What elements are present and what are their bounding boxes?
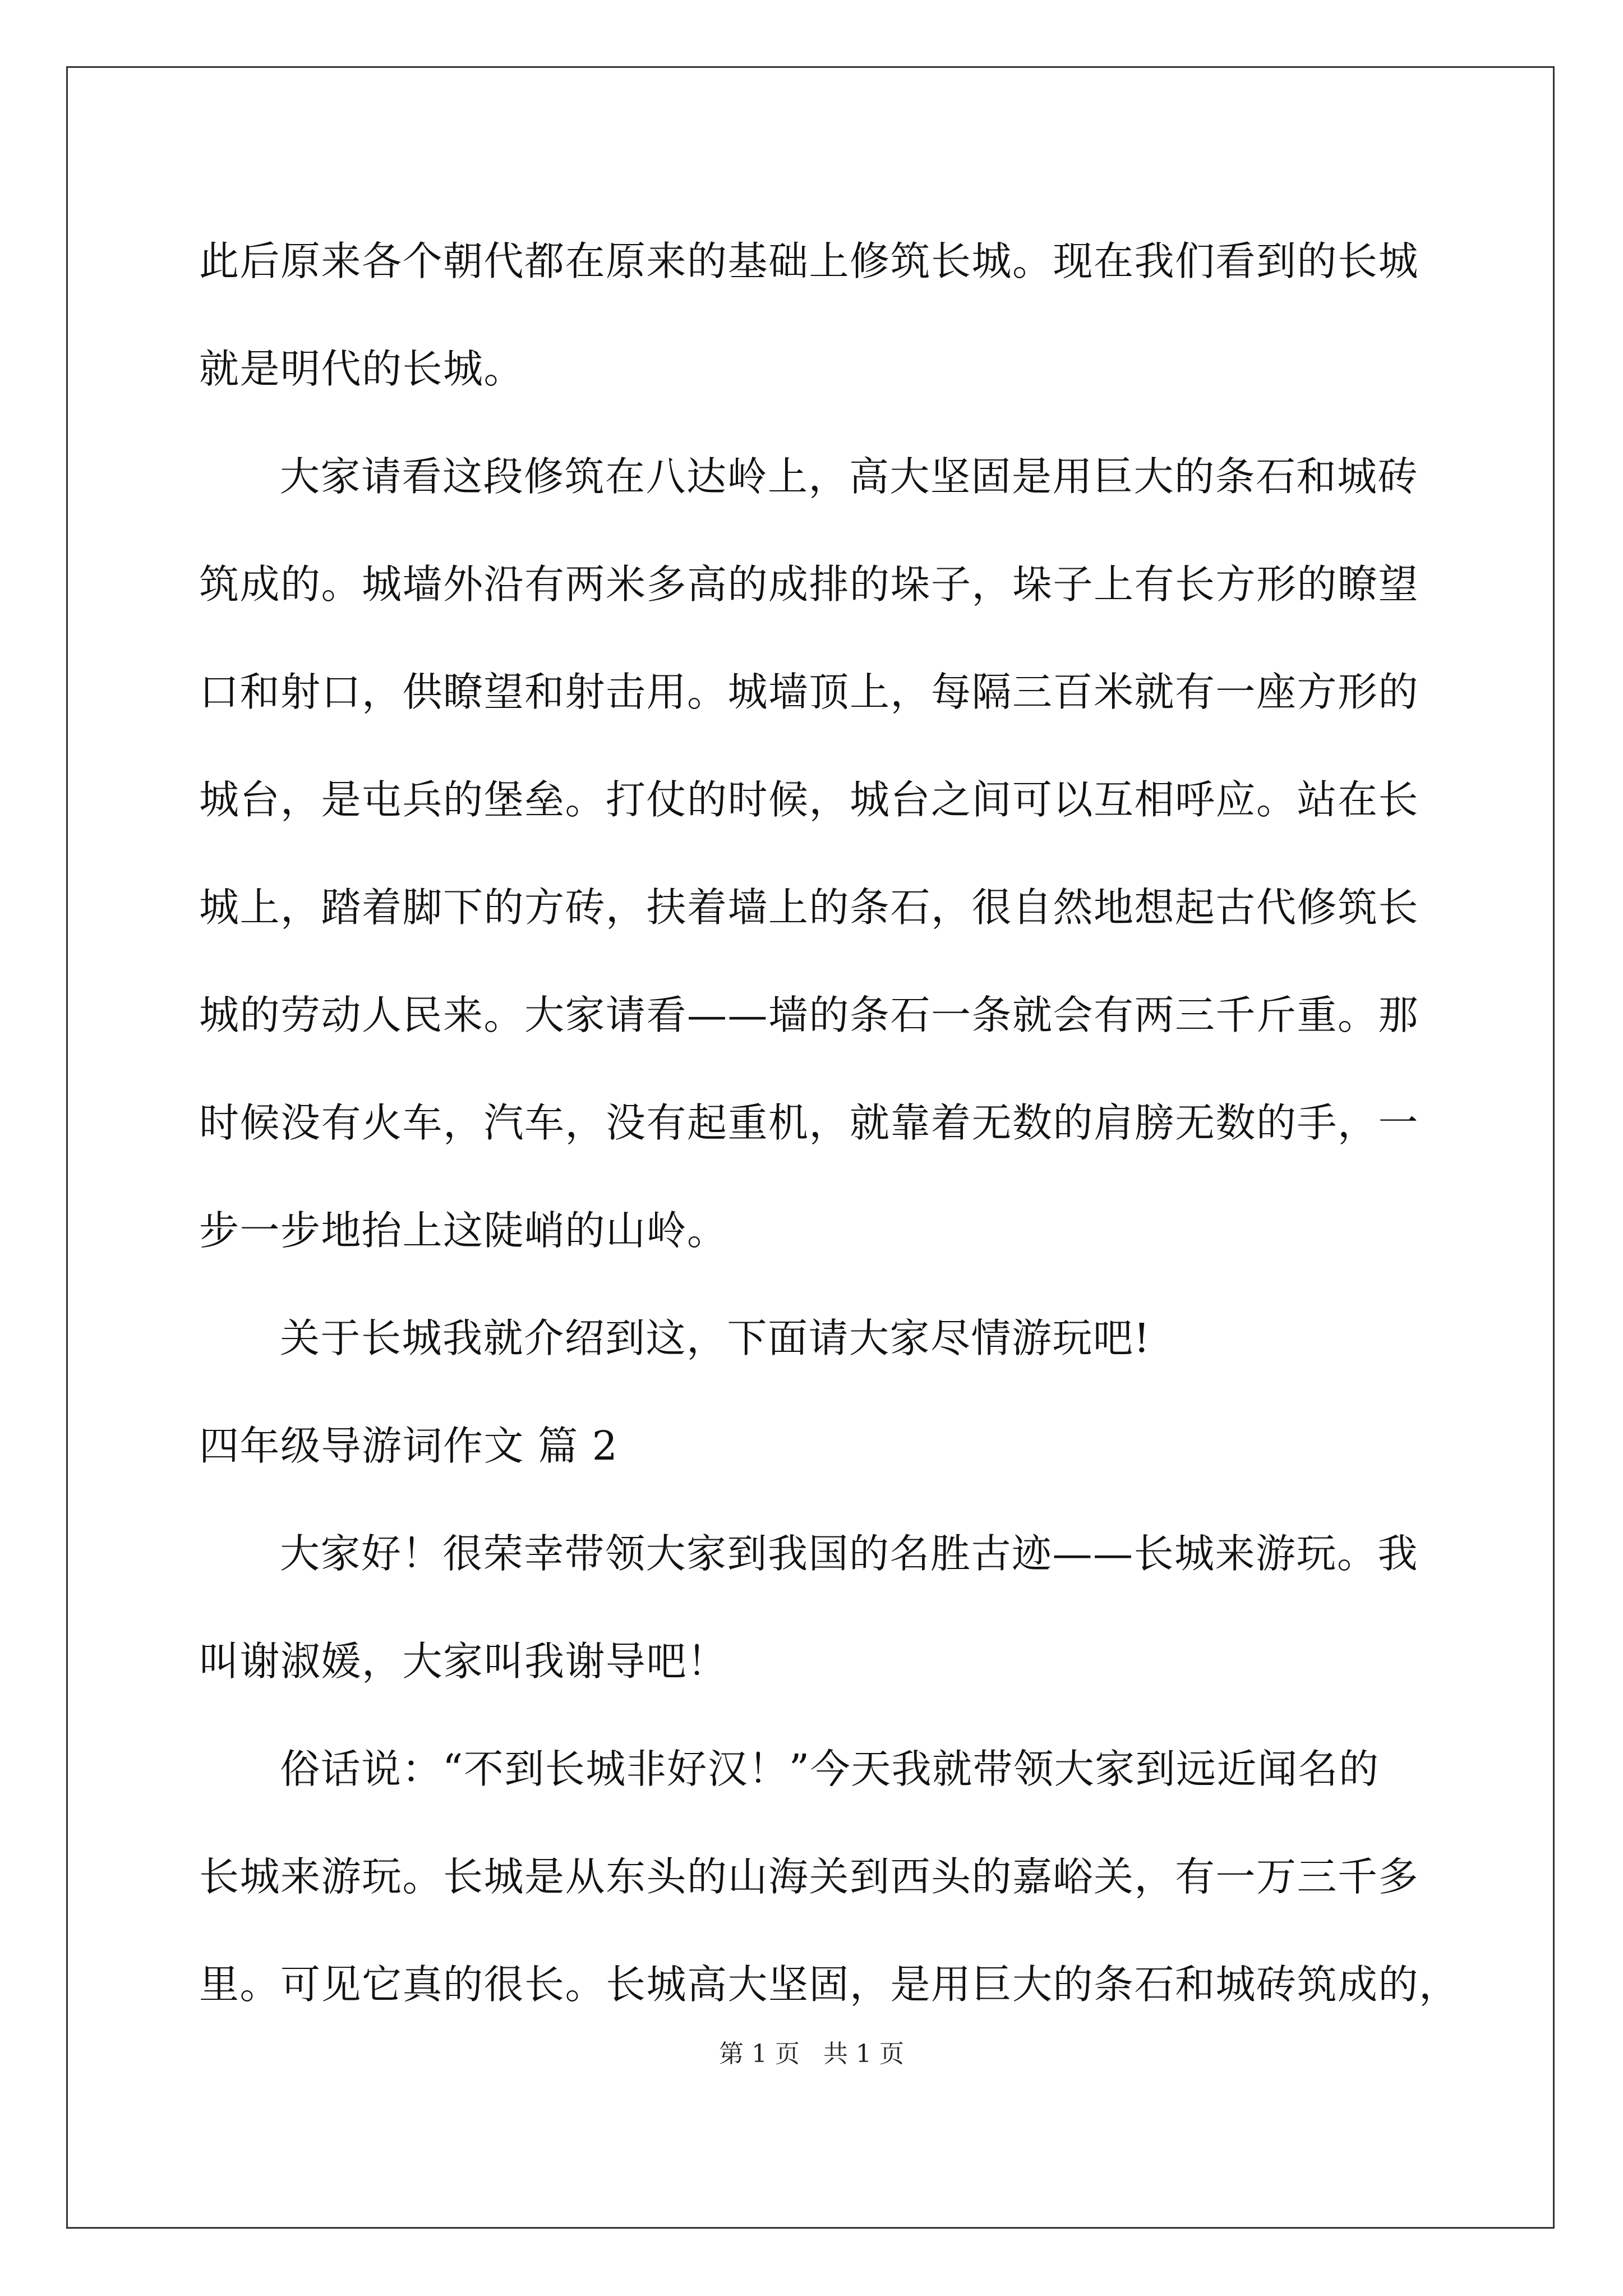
text-line: 筑成的。城墙外沿有两米多高的成排的垛子，垛子上有长方形的瞭望 (199, 561, 1419, 608)
text-line: 里。可见它真的很长。长城高大坚固，是用巨大的条石和城砖筑成的， (199, 1961, 1460, 2008)
text-line: 城上，踏着脚下的方砖，扶着墙上的条石，很自然地想起古代修筑长 (199, 884, 1419, 931)
text-line: 俗话说：“不到长城非好汉！”今天我就带领大家到远近闻名的 (280, 1746, 1380, 1792)
section-heading: 四年级导游词作文 篇 2 (199, 1423, 619, 1469)
text-line: 大家好！很荣幸带领大家到我国的名胜古迹——长城来游玩。我 (280, 1530, 1419, 1577)
text-line: 城的劳动人民来。大家请看——墙的条石一条就会有两三千斤重。那 (199, 992, 1419, 1038)
text-line: 叫谢淑媛，大家叫我谢导吧！ (199, 1638, 728, 1685)
text-line: 步一步地抬上这陡峭的山岭。 (199, 1207, 728, 1254)
text-line: 长城来游玩。长城是从东头的山海关到西头的嘉峪关，有一万三千多 (199, 1853, 1419, 1900)
text-line: 此后原来各个朝代都在原来的基础上修筑长城。现在我们看到的长城 (199, 238, 1419, 284)
text-line: 城台，是屯兵的堡垒。打仗的时候，城台之间可以互相呼应。站在长 (199, 776, 1419, 823)
document-body (199, 208, 1460, 2039)
text-line: 关于长城我就介绍到这，下面请大家尽情游玩吧! (280, 1315, 1151, 1361)
text-line: 口和射口，供瞭望和射击用。城墙顶上，每隔三百米就有一座方形的 (199, 669, 1419, 715)
text-line: 大家请看这段修筑在八达岭上，高大坚固是用巨大的条石和城砖 (280, 453, 1419, 500)
page-footer: 第 1 页 共 1 页 (719, 2040, 904, 2068)
text-line: 时候没有火车，汽车，没有起重机，就靠着无数的肩膀无数的手，一 (199, 1099, 1419, 1146)
text-line: 就是明代的长城。 (199, 346, 525, 392)
